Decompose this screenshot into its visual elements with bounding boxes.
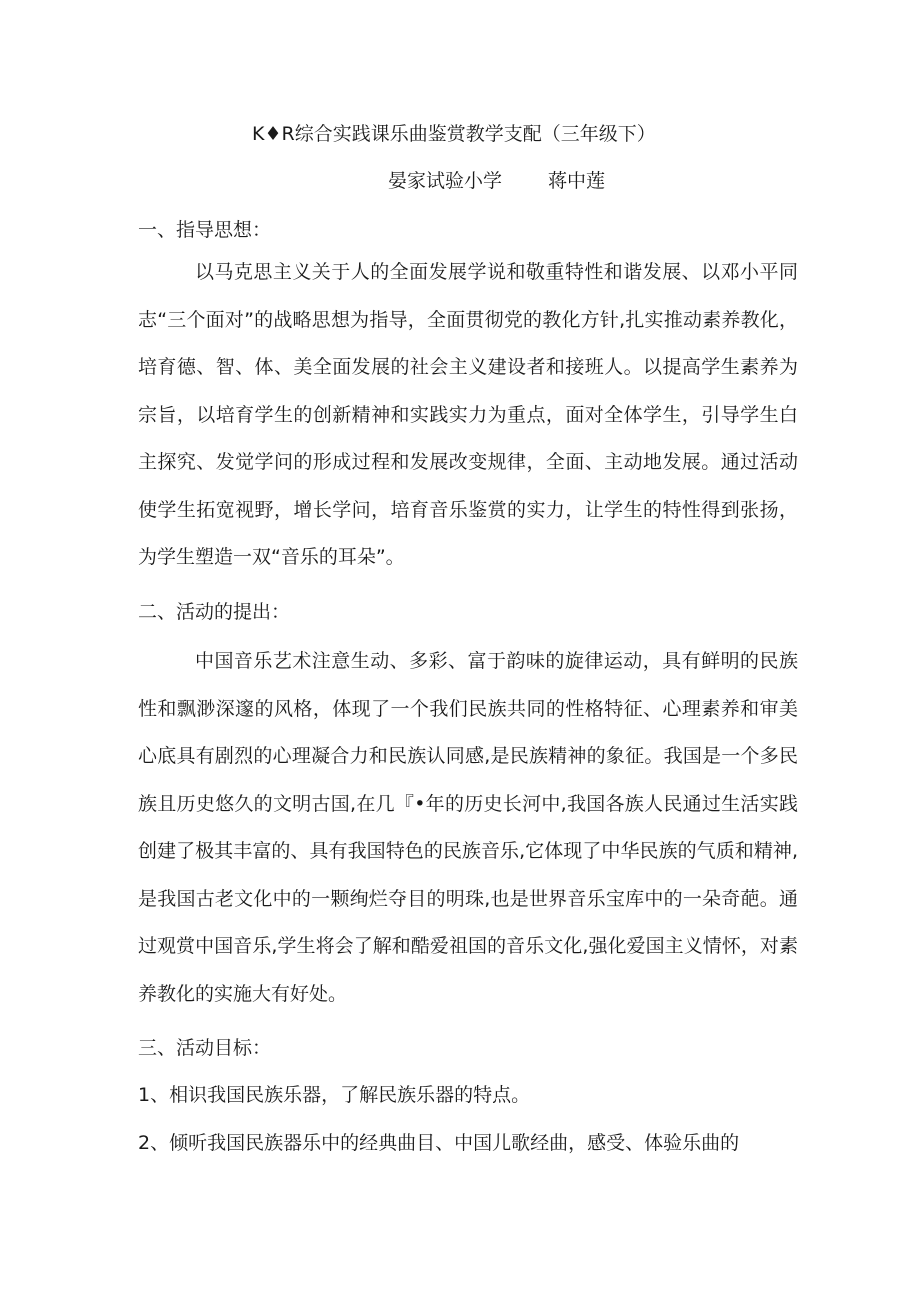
section-paragraph-activity-proposal: 中国音乐艺术注意生动、多彩、富于韵味的旋律运动，具有鲜明的民族性和飘渺深邃的风格，体现了一个我们民族共同的性格特征、心理素养和审美心底具有剧烈的心理凝合力和民族认同感,是民族精神的象征。我国是一个多民族且历史悠久的文明古国,在几『•年的历史长河中,我国各族人民通过生活实践创建了极其丰富的、具有我国特色的民族音乐,它体现了中华民族的气质和精神,是我国古老文化中的一颗绚烂夺目的明珠,也是世界音乐宝库中的一朵奇葩。通过观赏中国音乐,学生将会了解和酷爱祖国的音乐文化,强化爱国主义情怀，对素养教化的实施大有好处。	[138, 650, 798, 1005]
byline	[388, 167, 605, 195]
document-title: K♦R综合实践课乐曲鉴赏教学支配（三年级下）	[252, 123, 656, 145]
section-heading-activity-goals: 三、活动目标：	[138, 1037, 272, 1059]
goal-item-1: 1、相识我国民族乐器，了解民族乐器的特点。	[138, 1084, 531, 1106]
school-name: 晏家试验小学	[388, 170, 503, 192]
author-name: 蒋中莲	[548, 170, 606, 192]
section-heading-guiding-ideology: 一、指导思想：	[138, 219, 272, 241]
goal-item-2: 2、倾听我国民族器乐中的经典曲目、中国儿歌经曲，感受、体验乐曲的	[138, 1132, 740, 1154]
section-paragraph-guiding-ideology: 以马克思主义关于人的全面发展学说和敬重特性和谐发展、以邓小平同志“三个面对”的战略思想为指导，全面贯彻党的教化方针,扎实推动素养教化，培育德、智、体、美全面发展的社会主义建设者和接班人。以提高学生素养为宗旨，以培育学生的创新精神和实践实力为重点，面对全体学生，引导学生白主探究、发觉学问的形成过程和发展改变规律，全面、主动地发展。通过活动使学生拓宽视野，增长学问，培育音乐鉴赏的实力，让学生的特性得到张扬，为学生塑造一双“音乐的耳朵”。	[138, 261, 798, 568]
section-heading-activity-proposal: 二、活动的提出：	[138, 601, 291, 623]
